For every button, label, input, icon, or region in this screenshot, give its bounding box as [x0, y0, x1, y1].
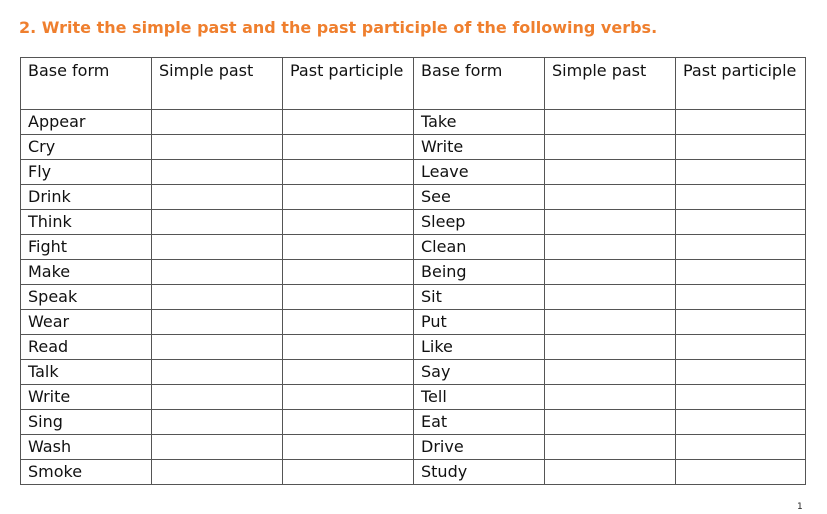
simple-past-blank[interactable]: [545, 135, 676, 160]
table-header-row: [21, 58, 806, 110]
simple-past-blank[interactable]: [152, 160, 283, 185]
page-number: 1: [797, 502, 803, 512]
table-row: [21, 260, 806, 285]
past-participle-blank[interactable]: [676, 210, 806, 235]
table-row: [21, 160, 806, 185]
simple-past-blank[interactable]: [152, 460, 283, 485]
simple-past-blank[interactable]: [152, 235, 283, 260]
base-form-cell: Eat: [414, 410, 545, 435]
table-row: [21, 360, 806, 385]
past-participle-blank[interactable]: [676, 460, 806, 485]
simple-past-blank[interactable]: [545, 385, 676, 410]
past-participle-blank[interactable]: [676, 410, 806, 435]
table-row: [21, 285, 806, 310]
table-row: [21, 185, 806, 210]
base-form-cell: Fight: [21, 235, 152, 260]
simple-past-blank[interactable]: [152, 285, 283, 310]
base-form-cell: Fly: [21, 160, 152, 185]
base-form-cell: Talk: [21, 360, 152, 385]
simple-past-blank[interactable]: [545, 335, 676, 360]
past-participle-blank[interactable]: [283, 410, 414, 435]
simple-past-blank[interactable]: [152, 360, 283, 385]
simple-past-blank[interactable]: [545, 235, 676, 260]
verb-table: [20, 57, 806, 485]
past-participle-blank[interactable]: [676, 110, 806, 135]
base-form-cell: Make: [21, 260, 152, 285]
base-form-cell: Sit: [414, 285, 545, 310]
simple-past-blank[interactable]: [152, 110, 283, 135]
past-participle-blank[interactable]: [676, 335, 806, 360]
base-form-cell: Appear: [21, 110, 152, 135]
simple-past-blank[interactable]: [152, 410, 283, 435]
worksheet-title: 2. Write the simple past and the past participle of the following verbs.: [19, 18, 658, 37]
simple-past-blank[interactable]: [545, 285, 676, 310]
base-form-cell: Take: [414, 110, 545, 135]
base-form-cell: Study: [414, 460, 545, 485]
header-simple-past-right: Simple past: [545, 58, 676, 110]
past-participle-blank[interactable]: [283, 335, 414, 360]
base-form-cell: Tell: [414, 385, 545, 410]
table-row: [21, 335, 806, 360]
past-participle-blank[interactable]: [676, 135, 806, 160]
past-participle-blank[interactable]: [283, 435, 414, 460]
base-form-cell: Wash: [21, 435, 152, 460]
past-participle-blank[interactable]: [676, 235, 806, 260]
base-form-cell: Like: [414, 335, 545, 360]
simple-past-blank[interactable]: [152, 310, 283, 335]
base-form-cell: Being: [414, 260, 545, 285]
base-form-cell: Read: [21, 335, 152, 360]
simple-past-blank[interactable]: [545, 210, 676, 235]
simple-past-blank[interactable]: [545, 310, 676, 335]
simple-past-blank[interactable]: [545, 260, 676, 285]
past-participle-blank[interactable]: [283, 235, 414, 260]
past-participle-blank[interactable]: [283, 260, 414, 285]
past-participle-blank[interactable]: [676, 185, 806, 210]
past-participle-blank[interactable]: [283, 385, 414, 410]
simple-past-blank[interactable]: [152, 260, 283, 285]
base-form-cell: Write: [21, 385, 152, 410]
simple-past-blank[interactable]: [545, 410, 676, 435]
base-form-cell: Say: [414, 360, 545, 385]
table-row: [21, 110, 806, 135]
simple-past-blank[interactable]: [545, 460, 676, 485]
table-row: [21, 385, 806, 410]
past-participle-blank[interactable]: [676, 385, 806, 410]
past-participle-blank[interactable]: [283, 185, 414, 210]
base-form-cell: Speak: [21, 285, 152, 310]
simple-past-blank[interactable]: [545, 110, 676, 135]
past-participle-blank[interactable]: [283, 160, 414, 185]
table-row: [21, 235, 806, 260]
base-form-cell: Sing: [21, 410, 152, 435]
past-participle-blank[interactable]: [676, 435, 806, 460]
past-participle-blank[interactable]: [676, 310, 806, 335]
header-simple-past-left: Simple past: [152, 58, 283, 110]
past-participle-blank[interactable]: [676, 285, 806, 310]
simple-past-blank[interactable]: [545, 185, 676, 210]
past-participle-blank[interactable]: [283, 460, 414, 485]
simple-past-blank[interactable]: [152, 385, 283, 410]
base-form-cell: See: [414, 185, 545, 210]
past-participle-blank[interactable]: [676, 160, 806, 185]
base-form-cell: Drive: [414, 435, 545, 460]
past-participle-blank[interactable]: [676, 360, 806, 385]
header-base-form-right: Base form: [414, 58, 545, 110]
header-past-participle-right: Past participle: [676, 58, 806, 110]
past-participle-blank[interactable]: [283, 285, 414, 310]
past-participle-blank[interactable]: [676, 260, 806, 285]
table-row: [21, 435, 806, 460]
base-form-cell: Cry: [21, 135, 152, 160]
simple-past-blank[interactable]: [545, 160, 676, 185]
past-participle-blank[interactable]: [283, 360, 414, 385]
simple-past-blank[interactable]: [152, 185, 283, 210]
base-form-cell: Smoke: [21, 460, 152, 485]
table-row: [21, 310, 806, 335]
simple-past-blank[interactable]: [545, 435, 676, 460]
base-form-cell: Put: [414, 310, 545, 335]
table-row: [21, 210, 806, 235]
base-form-cell: Drink: [21, 185, 152, 210]
simple-past-blank[interactable]: [152, 210, 283, 235]
past-participle-blank[interactable]: [283, 310, 414, 335]
past-participle-blank[interactable]: [283, 135, 414, 160]
simple-past-blank[interactable]: [152, 335, 283, 360]
base-form-cell: Think: [21, 210, 152, 235]
past-participle-blank[interactable]: [283, 210, 414, 235]
base-form-cell: Sleep: [414, 210, 545, 235]
header-base-form-left: Base form: [21, 58, 152, 110]
simple-past-blank[interactable]: [545, 360, 676, 385]
base-form-cell: Clean: [414, 235, 545, 260]
simple-past-blank[interactable]: [152, 435, 283, 460]
table-row: [21, 410, 806, 435]
base-form-cell: Leave: [414, 160, 545, 185]
header-past-participle-left: Past participle: [283, 58, 414, 110]
past-participle-blank[interactable]: [283, 110, 414, 135]
table-row: [21, 460, 806, 485]
base-form-cell: Write: [414, 135, 545, 160]
base-form-cell: Wear: [21, 310, 152, 335]
table-row: [21, 135, 806, 160]
simple-past-blank[interactable]: [152, 135, 283, 160]
